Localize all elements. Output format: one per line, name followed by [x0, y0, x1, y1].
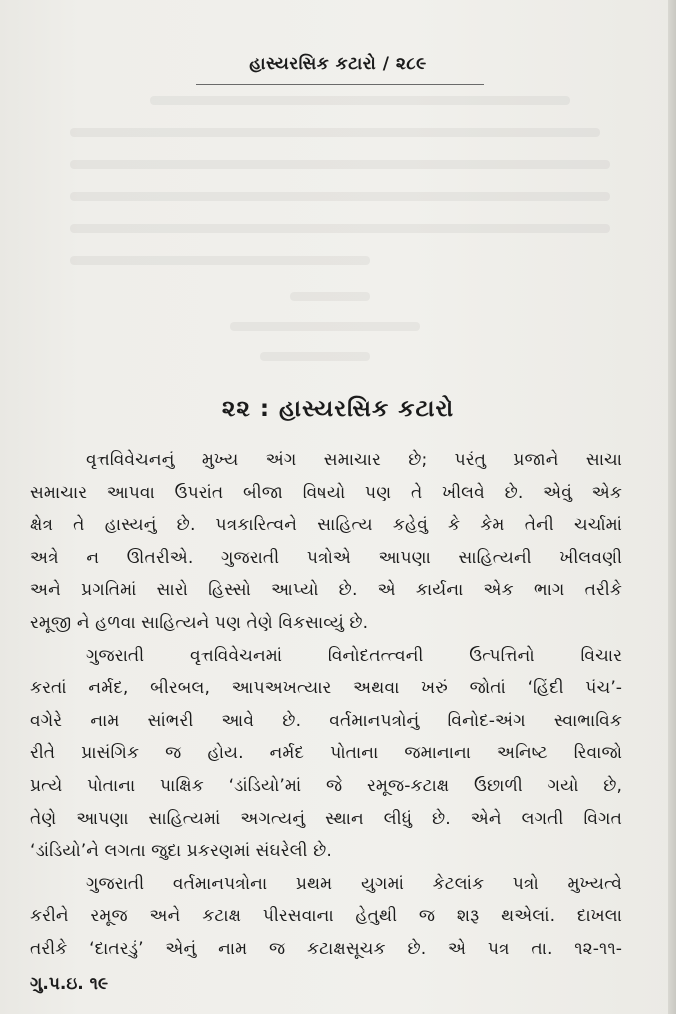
text-line: અને પ્રગતિમાં સારો હિસ્સો આપ્યો છે. એ કાર્યના એક ભાગ તરીકે — [30, 580, 622, 601]
paragraph-2 — [30, 640, 622, 868]
paragraph-1 — [30, 444, 622, 640]
text-line: અત્રે ન ઊતરીએ. ગુજરાતી પત્રોએ આપણા સાહિત્યની ખીલવણી — [30, 547, 622, 568]
text-line: ક્ષેત્ર તે હાસ્યનું છે. પત્રકારિત્વને સાહિત્ય કહેવું કે કેમ તેની ચર્ચામાં — [30, 515, 622, 536]
text-line: કરતાં નર્મદ, બીરબલ, આપઅખત્યાર અથવા ખરું જોતાં ‘હિંદી પંચ’- — [30, 678, 622, 699]
footer-signature: ગુ.પ.ઇ. ૧૯ — [30, 974, 109, 994]
text-line: વૃત્તવિવેચનનું મુખ્ય અંગ સમાચાર છે; પરંતુ પ્રજાને સાચા — [86, 450, 622, 470]
text-line: ગુજરાતી વર્તમાનપત્રોના પ્રથમ યુગમાં કેટલાંક પત્રો મુખ્યત્વે — [86, 873, 622, 894]
text-line: કરીને રમૂજ અને કટાક્ષ પીરસવાના હેતુથી જ શરૂ થએલાં. દાખલા — [30, 906, 622, 927]
text-line: ‘ડાંડિયો’ને લગતા જુદા પ્રકરણમાં સંઘરેલી છે. — [30, 841, 332, 862]
text-line: સમાચાર આપવા ઉપરાંત બીજા વિષયો પણ તે ખીલવે છે. એવું એક — [30, 482, 622, 503]
header-rule — [196, 84, 484, 85]
text-line: રીતે પ્રાસંગિક જ હોય. નર્મદ પોતાના જમાનાના અનિષ્ટ રિવાજો — [30, 743, 622, 764]
text-line: તરીકે ‘દાતરડું’ એનું નામ જ કટાક્ષસૂચક છે. એ પત્ર તા. ૧૨-૧૧- — [30, 938, 622, 959]
running-head — [0, 54, 676, 74]
text-line: તેણે આપણા સાહિત્યમાં અગત્યનું સ્થાન લીધું છે. એને લગતી વિગત — [30, 808, 622, 829]
body-text — [30, 444, 622, 966]
text-line: રમૂજી ને હળવા સાહિત્યને પણ તેણે વિકસાવ્યું છે. — [30, 612, 369, 633]
text-line: વગેરે નામ સાંભરી આવે છે. વર્તમાનપત્રોનું વિનોદ-અંગ સ્વાભાવિક — [30, 710, 622, 731]
running-head-text: હાસ્યરસિક કટારો / ૨૮૯ — [249, 54, 427, 74]
text-line: પ્રત્યે પોતાના પાક્ષિક ‘ડાંડિયો’માં જે રમૂજ-કટાક્ષ ઉછાળી ગયો છે, — [30, 775, 622, 796]
paragraph-3 — [30, 868, 622, 966]
page-edge-shadow — [668, 0, 676, 1014]
text-line: ગુજરાતી વૃત્તવિવેચનમાં વિનોદતત્ત્વની ઉત્પત્તિનો વિચાર — [86, 645, 622, 666]
chapter-title: ૨૨ : હાસ્યરસિક કટારો — [221, 396, 455, 422]
